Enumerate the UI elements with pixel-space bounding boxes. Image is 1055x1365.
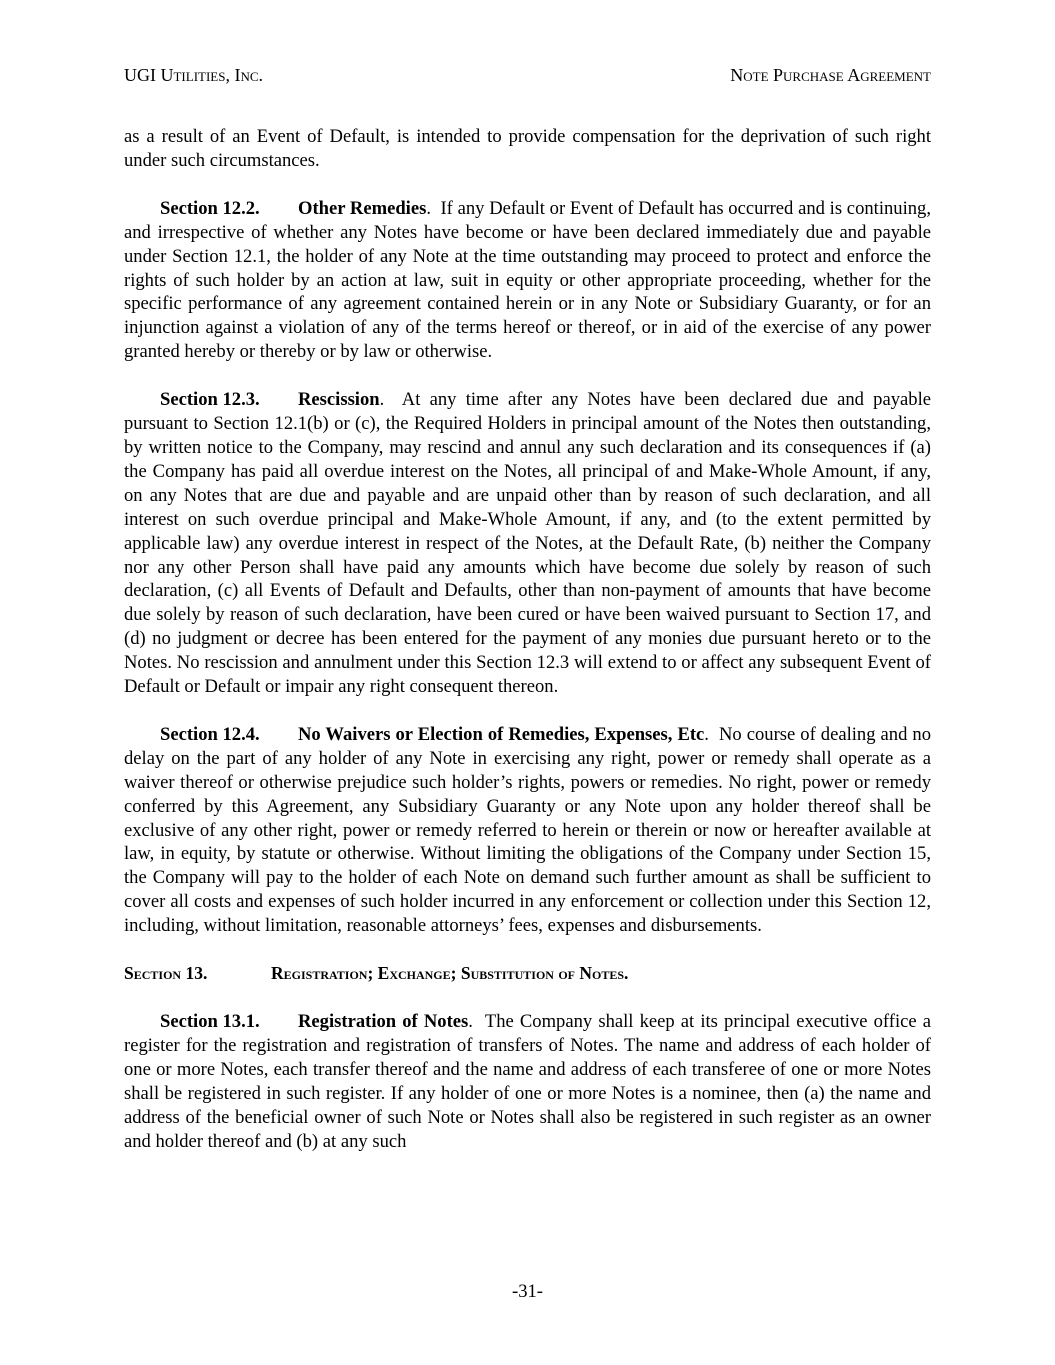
section-number: Section 12.2. xyxy=(160,197,260,219)
section-text: At any time after any Notes have been declared due and payable pursuant to Section 12.1(b) or (c), the Required Holders in principal amount of the Notes then outstanding, by written notice to the Company, may rescind and annul any such declaration and its consequences if (a) the Company has paid all overdue interest on the Notes, all principal of and Make-Whole Amount, if any, on any Notes that are due and payable and are unpaid other than by reason of such declaration, and all interest on such overdue principal and Make-Whole Amount, if any, and (to the extent permitted by applicable law) any overdue interest in respect of the Notes, at the Default Rate, (b) neither the Company nor any other Person shall have paid any amounts which have become due solely by reason of such declaration, (c) all Events of Default and Defaults, other than non-payment of amounts that have become due solely by reason of such declaration, have been cured or have been waived pursuant to Section 17, and (d) no judgment or decree has been entered for the payment of any monies due pursuant hereto or to the Notes. No rescission and annulment under this Section 12.3 will extend to or affect any subsequent Event of Default or Default or impair any right consequent thereon. xyxy=(124,389,932,698)
page-number: -31- xyxy=(512,1281,543,1302)
section-text: The Company shall keep at its principal executive office a register for the registration and registration of transfers of Notes. The name and address of each holder of one or more Notes, each transfer thereof and the name and address of each transferee of one or more Notes shall be registered in such register. If any holder of one or more Notes is a nominee, then (a) the name and address of the beneficial owner of such Note or Notes shall also be registered in such register as an owner and holder thereof and (b) at any such xyxy=(124,1011,932,1152)
section-heading: Registration of Notes xyxy=(298,1011,469,1032)
section-12-3-paragraph: Section 12.3. Rescission. At any time after any Notes have been declared due and payable pursuant to Section 12.1(b) or (c), the Required Holders in principal amount of the Notes then outstanding, by written notice to the Company, may rescind and annul any such declaration and its consequences if (a) the Company has paid all overdue interest on the Notes, all principal of and Make-Whole Amount, if any, on any Notes that are due and payable and are unpaid other than by reason of such declaration, and all interest on such overdue principal and Make-Whole Amount, if any, and (to the extent permitted by applicable law) any overdue interest in respect of the Notes, at the Default Rate, (b) neither the Company nor any other Person shall have paid any amounts which have become due solely by reason of such declaration, (c) all Events of Default and Defaults, other than non-payment of amounts that have become due solely by reason of such declaration, have been cured or have been waived pursuant to Section 17, and (d) no judgment or decree has been entered for the payment of any monies due pursuant hereto or to the Notes. No rescission and annulment under this Section 12.3 will extend to or affect any subsequent Event of Default or Default or impair any right consequent thereon. xyxy=(124,389,932,698)
section-number: Section 12.4. xyxy=(160,723,260,745)
section-12-4-paragraph: Section 12.4. No Waivers or Election of Remedies, Expenses, Etc. No course of dealing and no delay on the part of any holder of any Note in exercising any right, power or remedy shall operate as a waiver thereof or otherwise prejudice such holder’s rights, powers or remedies. No right, power or remedy conferred by this Agreement, any Subsidiary Guaranty or any Note upon any holder thereof shall be exclusive of any other right, power or remedy referred to herein or therein or now or hereafter available at law, in equity, by statute or otherwise. Without limiting the obligations of the Company under Section 15, the Company will pay to the holder of each Note on demand such further amount as shall be sufficient to cover all costs and expenses of such holder incurred in any enforcement or collection under this Section 12, including, without limitation, reasonable attorneys’ fees, expenses and disbursements. xyxy=(124,723,932,937)
section-heading: Rescission xyxy=(298,389,380,411)
header-company-name: UGI Utilities, Inc. xyxy=(124,65,264,85)
section-title: Registration; Exchange; Substitution of Notes xyxy=(271,963,625,984)
section-heading: No Waivers or Election of Remedies, Expenses, Etc xyxy=(298,723,705,745)
section-text: No course of dealing and no delay on the part of any holder of any Note in exercising any right, power or remedy shall operate as a waiver thereof or otherwise prejudice such holder’s rights, powers or remedies. No right, power or remedy conferred by this Agreement, any Subsidiary Guaranty or any Note upon any holder thereof shall be exclusive of any other right, power or remedy referred to herein or therein or now or hereafter available at law, in equity, by statute or otherwise. Without limiting the obligations of the Company under Section 15, the Company will pay to the holder of each Note on demand such further amount as shall be sufficient to cover all costs and expenses of such holder incurred in any enforcement or collection under this Section 12, including, without limitation, reasonable attorneys’ fees, expenses and disbursements. xyxy=(124,723,932,937)
section-number: Section 13. xyxy=(124,963,208,984)
section-13-heading: Section 13. Registration; Exchange; Substitution of Notes. xyxy=(124,962,931,986)
section-text: If any Default or Event of Default has occurred and is continuing, and irrespective of whether any Notes have become or have been declared immediately due and payable under Section 12.1, the holder of any Note at the time outstanding may proceed to protect and enforce the rights of such holder by an action at law, suit in equity or other appropriate proceeding, whether for the specific performance of any agreement contained herein or in any Note or Subsidiary Guaranty, or for an injunction against a violation of any of the terms hereof or thereof, or in aid of the exercise of any power granted hereby or thereby or by law or otherwise. xyxy=(124,197,931,363)
section-12-2-paragraph: Section 12.2. Other Remedies. If any Default or Event of Default has occurred and is continuing, and irrespective of whether any Notes have become or have been declared immediately due and payable under Section 12.1, the holder of any Note at the time outstanding may proceed to protect and enforce the rights of such holder by an action at law, suit in equity or other appropriate proceeding, whether for the specific performance of any agreement contained herein or in any Note or Subsidiary Guaranty, or for an injunction against a violation of any of the terms hereof or thereof, or in aid of the exercise of any power granted hereby or thereby or by law or otherwise. xyxy=(124,197,931,363)
section-13-1-paragraph: Section 13.1. Registration of Notes. The Company shall keep at its principal executive office a register for the registration and registration of transfers of Notes. The name and address of each holder of one or more Notes, each transfer thereof and the name and address of each transferee of one or more Notes shall be registered in such register. If any holder of one or more Notes is a nominee, then (a) the name and address of the beneficial owner of such Note or Notes shall also be registered in such register as an owner and holder thereof and (b) at any such xyxy=(124,1011,932,1152)
header-document-title: Note Purchase Agreement xyxy=(730,65,931,85)
continuation-paragraph: as a result of an Event of Default, is intended to provide compensation for the deprivation of such right under such circumstances. xyxy=(124,126,931,171)
document-body xyxy=(124,125,931,1177)
section-number: Section 12.3. xyxy=(160,389,260,411)
section-number: Section 13.1. xyxy=(160,1011,260,1032)
section-heading: Other Remedies xyxy=(298,197,427,219)
